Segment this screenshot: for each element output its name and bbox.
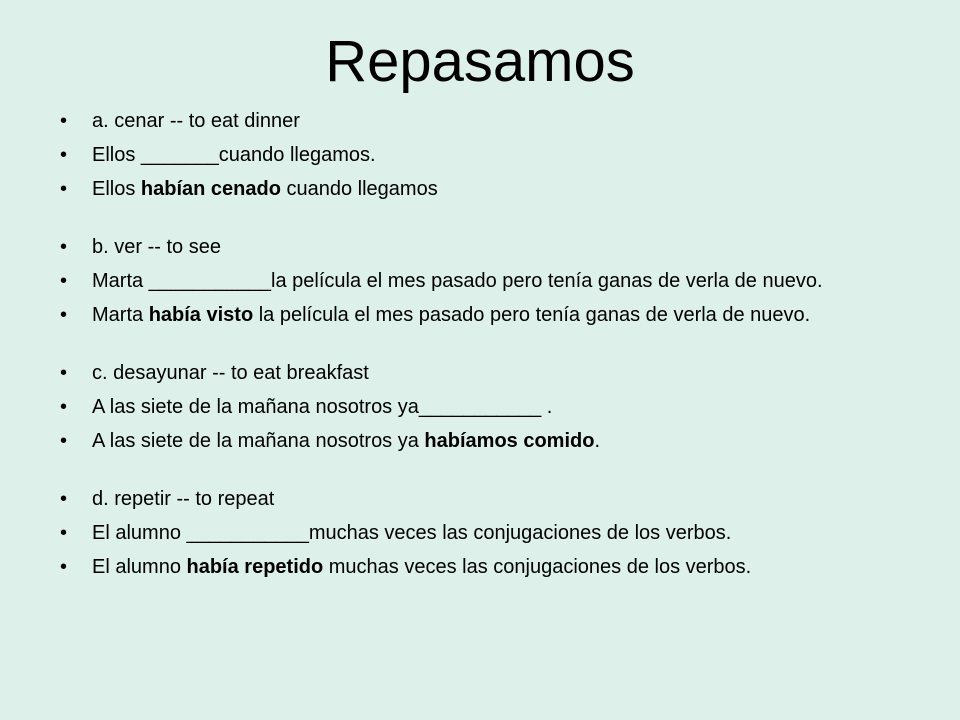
bullet-item <box>54 520 934 546</box>
bullet-point-icon: • <box>60 488 68 510</box>
bullet-item <box>54 428 934 454</box>
bullet-text: d. repetir -- to repeat <box>92 488 275 510</box>
bullet-text: cuando llegamos <box>280 178 438 200</box>
bullet-point-icon: • <box>60 178 68 200</box>
bullet-item <box>54 302 934 328</box>
bullet-text: Ellos _______cuando llegamos. <box>92 144 376 166</box>
bullet-point-icon: • <box>60 236 68 258</box>
bullet-point-icon: • <box>60 144 68 166</box>
bullet-point-icon: • <box>60 396 68 418</box>
slide-title: Repasamos <box>325 29 635 94</box>
bullet-text: Ellos <box>92 178 141 200</box>
bullet-item <box>54 360 934 386</box>
bullet-point-icon: • <box>60 556 68 578</box>
bullet-text: muchas veces las conjugaciones de los verbos. <box>323 556 752 578</box>
bullet-item <box>54 142 934 168</box>
bullet-text: Marta ___________la película el mes pasado pero tenía ganas de verla de nuevo. <box>92 270 823 292</box>
bullet-item <box>54 554 934 580</box>
bold-answer-text: había repetido <box>186 556 324 578</box>
bullet-text: b. ver -- to see <box>92 236 221 258</box>
bullet-item <box>54 176 934 202</box>
bullet-text: El alumno ___________muchas veces las conjugaciones de los verbos. <box>92 522 732 544</box>
bullet-item <box>54 108 934 134</box>
bullet-item <box>54 234 934 260</box>
bullet-text: la película el mes pasado pero tenía ganas de verla de nuevo. <box>253 304 811 326</box>
bullet-item <box>54 486 934 512</box>
bullet-item <box>54 394 934 420</box>
bullet-item <box>54 268 934 294</box>
bullet-text: A las siete de la mañana nosotros ya___________ . <box>92 396 553 418</box>
bullet-text: a. cenar -- to eat dinner <box>92 110 300 132</box>
bullet-point-icon: • <box>60 522 68 544</box>
bullet-text: El alumno <box>92 556 187 578</box>
bold-answer-text: había visto <box>148 304 254 326</box>
bullet-point-icon: • <box>60 270 68 292</box>
bullet-point-icon: • <box>60 304 68 326</box>
bullet-point-icon: • <box>60 362 68 384</box>
bullet-list <box>54 108 934 588</box>
bullet-text: Marta <box>92 304 149 326</box>
bullet-text: c. desayunar -- to eat breakfast <box>92 362 369 384</box>
bullet-point-icon: • <box>60 430 68 452</box>
bullet-text: . <box>594 430 601 452</box>
bullet-point-icon: • <box>60 110 68 132</box>
bold-answer-text: habíamos comido <box>424 430 595 452</box>
bold-answer-text: habían cenado <box>140 178 281 200</box>
bullet-text: A las siete de la mañana nosotros ya <box>92 430 425 452</box>
